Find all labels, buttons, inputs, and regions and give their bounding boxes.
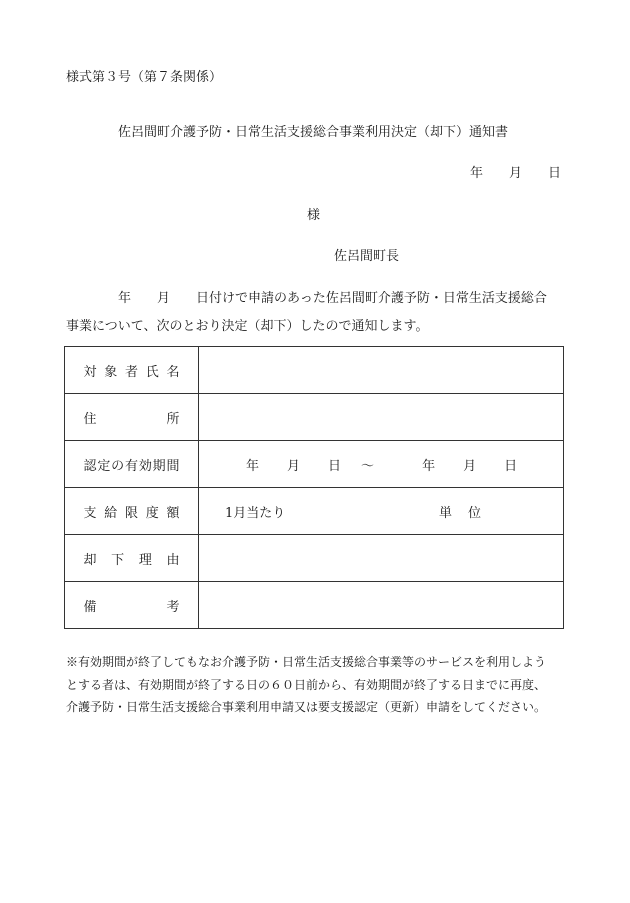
period-end-year: 年	[422, 459, 436, 474]
valid-period-label: 認定の有効期間	[83, 458, 180, 474]
table-row	[65, 441, 564, 488]
label-cell	[65, 535, 199, 582]
document-title: 佐呂間町介護予防・日常生活支援総合事業利用決定（却下）通知書	[118, 125, 509, 140]
table-row	[65, 347, 564, 394]
body-text-line-2: 事業について、次のとおり決定（却下）したので通知します。	[66, 319, 429, 334]
note-line-2: とする者は、有効期間が終了する日の６０日前から、有効期間が終了する日までに再度、	[66, 677, 547, 692]
decision-table	[64, 346, 564, 629]
period-end-month: 月	[463, 459, 477, 474]
subject-name-label: 対象者氏名	[83, 364, 180, 380]
period-end-day: 日	[504, 459, 518, 474]
remarks-label: 備考	[83, 599, 180, 615]
label-cell	[65, 347, 199, 394]
date-day: 日	[548, 166, 562, 181]
body-year: 年	[118, 291, 132, 306]
notes-section	[66, 651, 566, 719]
table-row	[65, 535, 564, 582]
limit-unit-1: 単	[439, 506, 453, 521]
note-line-1: ※有効期間が終了してもなお介護予防・日常生活支援総合事業等のサービスを利用しよう	[66, 655, 547, 669]
period-start-month: 月	[287, 459, 301, 474]
period-separator: ～	[361, 459, 375, 474]
body-month: 月	[157, 291, 171, 306]
period-start-day: 日	[328, 459, 342, 474]
limit-unit-2: 位	[468, 506, 482, 521]
note-line-3: 介護予防・日常生活支援総合事業利用申請又は要支援認定（更新）申請をしてください。	[66, 700, 547, 714]
label-cell	[65, 441, 199, 488]
address-label: 住所	[83, 411, 180, 427]
issue-date	[470, 162, 561, 181]
table-row	[65, 394, 564, 441]
rejection-reason-field[interactable]	[199, 535, 564, 582]
valid-period-value	[246, 455, 517, 474]
benefit-limit-label: 支給限度額	[83, 505, 180, 521]
date-year: 年	[470, 166, 484, 181]
body-text-1: 日付けで申請のあった佐呂間町介護予防・日常生活支援総合	[196, 291, 547, 306]
label-cell	[65, 582, 199, 629]
subject-name-field[interactable]	[199, 347, 564, 394]
issuer-name: 佐呂間町長	[334, 249, 400, 264]
valid-period-field[interactable]	[199, 441, 564, 488]
label-cell	[65, 488, 199, 535]
period-start-year: 年	[246, 459, 260, 474]
rejection-reason-label: 却下理由	[83, 552, 180, 568]
date-month: 月	[509, 166, 523, 181]
table-row	[65, 582, 564, 629]
body-text-line-1	[118, 287, 547, 306]
form-number: 様式第３号（第７条関係）	[66, 70, 223, 85]
limit-prefix: 1月当たり	[225, 506, 286, 521]
label-cell	[65, 394, 199, 441]
remarks-field[interactable]	[199, 582, 564, 629]
addressee-suffix: 様	[307, 208, 321, 223]
benefit-limit-field[interactable]	[199, 488, 564, 535]
limit-unit	[439, 502, 481, 521]
address-field[interactable]	[199, 394, 564, 441]
table-row	[65, 488, 564, 535]
